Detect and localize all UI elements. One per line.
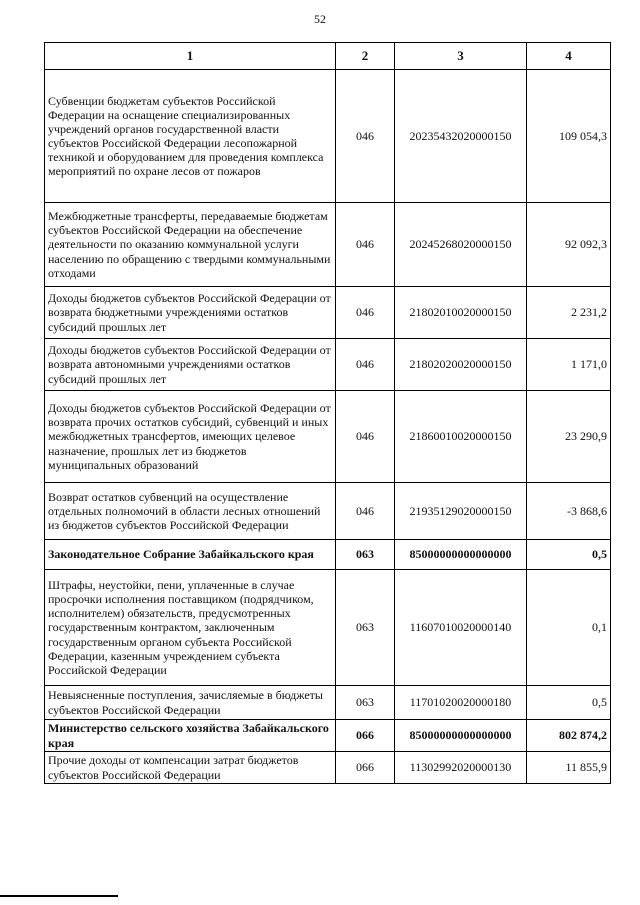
row-admin-code: 046	[336, 70, 395, 203]
row-admin-code: 046	[336, 483, 395, 540]
row-amount: 109 054,3	[527, 70, 611, 203]
page-number: 52	[314, 12, 326, 26]
row-admin-code: 063	[336, 686, 395, 720]
table-row	[45, 70, 611, 203]
footnote-separator-line	[0, 895, 118, 897]
row-classification-code: 21860010020000150	[395, 391, 527, 483]
row-classification-code: 85000000000000000	[395, 720, 527, 752]
row-name: Возврат остатков субвенций на осуществление отдельных полномочий в области лесных отношений из бюджетов субъектов Российской Федерации	[45, 483, 336, 540]
table-row-section-total	[45, 720, 611, 752]
row-amount: -3 868,6	[527, 483, 611, 540]
row-amount: 0,1	[527, 570, 611, 686]
table-row	[45, 203, 611, 287]
row-name: Субвенции бюджетам субъектов Российской Федерации на оснащение специализированных учреждений органов государственной власти субъектов Российской Федерации лесопожарной техникой и оборудованием для проведения комплекса мероприятий по охране лесов от пожаров	[45, 70, 336, 203]
row-classification-code: 20245268020000150	[395, 203, 527, 287]
table-row	[45, 339, 611, 391]
table-header-row	[45, 43, 611, 70]
row-name: Невыясненные поступления, зачисляемые в бюджеты субъектов Российской Федерации	[45, 686, 336, 720]
row-classification-code: 85000000000000000	[395, 540, 527, 570]
row-amount: 802 874,2	[527, 720, 611, 752]
table-row	[45, 752, 611, 784]
column-header-2: 2	[336, 43, 395, 70]
row-amount: 92 092,3	[527, 203, 611, 287]
row-admin-code: 063	[336, 540, 395, 570]
row-classification-code: 21935129020000150	[395, 483, 527, 540]
row-name: Министерство сельского хозяйства Забайкальского края	[45, 720, 336, 752]
table-row	[45, 287, 611, 339]
column-header-1: 1	[45, 43, 336, 70]
row-classification-code: 21802020020000150	[395, 339, 527, 391]
row-admin-code: 046	[336, 287, 395, 339]
row-amount: 1 171,0	[527, 339, 611, 391]
row-amount: 0,5	[527, 540, 611, 570]
budget-revenue-table	[44, 42, 611, 784]
row-admin-code: 046	[336, 203, 395, 287]
column-header-3: 3	[395, 43, 527, 70]
row-classification-code: 11607010020000140	[395, 570, 527, 686]
row-amount: 2 231,2	[527, 287, 611, 339]
table-row	[45, 686, 611, 720]
row-name: Штрафы, неустойки, пени, уплаченные в случае просрочки исполнения поставщиком (подрядчиком, исполнителем) обязательств, предусмотренных государственным контрактом, заключенным государственным органом субъекта Российской Федерации, казенным учреждением субъекта Российской Федерации	[45, 570, 336, 686]
row-classification-code: 21802010020000150	[395, 287, 527, 339]
column-header-4: 4	[527, 43, 611, 70]
row-amount: 0,5	[527, 686, 611, 720]
row-name: Межбюджетные трансферты, передаваемые бюджетам субъектов Российской Федерации на обеспечение деятельности по оказанию коммунальной услуги населению по обращению с твердыми коммунальными отходами	[45, 203, 336, 287]
row-amount: 11 855,9	[527, 752, 611, 784]
row-name: Законодательное Собрание Забайкальского края	[45, 540, 336, 570]
table-row	[45, 391, 611, 483]
row-admin-code: 046	[336, 391, 395, 483]
row-classification-code: 20235432020000150	[395, 70, 527, 203]
row-classification-code: 11701020020000180	[395, 686, 527, 720]
row-admin-code: 063	[336, 570, 395, 686]
row-admin-code: 066	[336, 720, 395, 752]
table-row	[45, 570, 611, 686]
row-admin-code: 046	[336, 339, 395, 391]
row-name: Доходы бюджетов субъектов Российской Федерации от возврата бюджетными учреждениями остатков субсидий прошлых лет	[45, 287, 336, 339]
table-row-section-total	[45, 540, 611, 570]
row-name: Доходы бюджетов субъектов Российской Федерации от возврата автономными учреждениями остатков субсидий прошлых лет	[45, 339, 336, 391]
row-admin-code: 066	[336, 752, 395, 784]
table-row	[45, 483, 611, 540]
row-classification-code: 11302992020000130	[395, 752, 527, 784]
row-amount: 23 290,9	[527, 391, 611, 483]
row-name: Прочие доходы от компенсации затрат бюджетов субъектов Российской Федерации	[45, 752, 336, 784]
row-name: Доходы бюджетов субъектов Российской Федерации от возврата прочих остатков субсидий, субвенций и иных межбюджетных трансфертов, имеющих целевое назначение, прошлых лет из бюджетов муниципальных образований	[45, 391, 336, 483]
